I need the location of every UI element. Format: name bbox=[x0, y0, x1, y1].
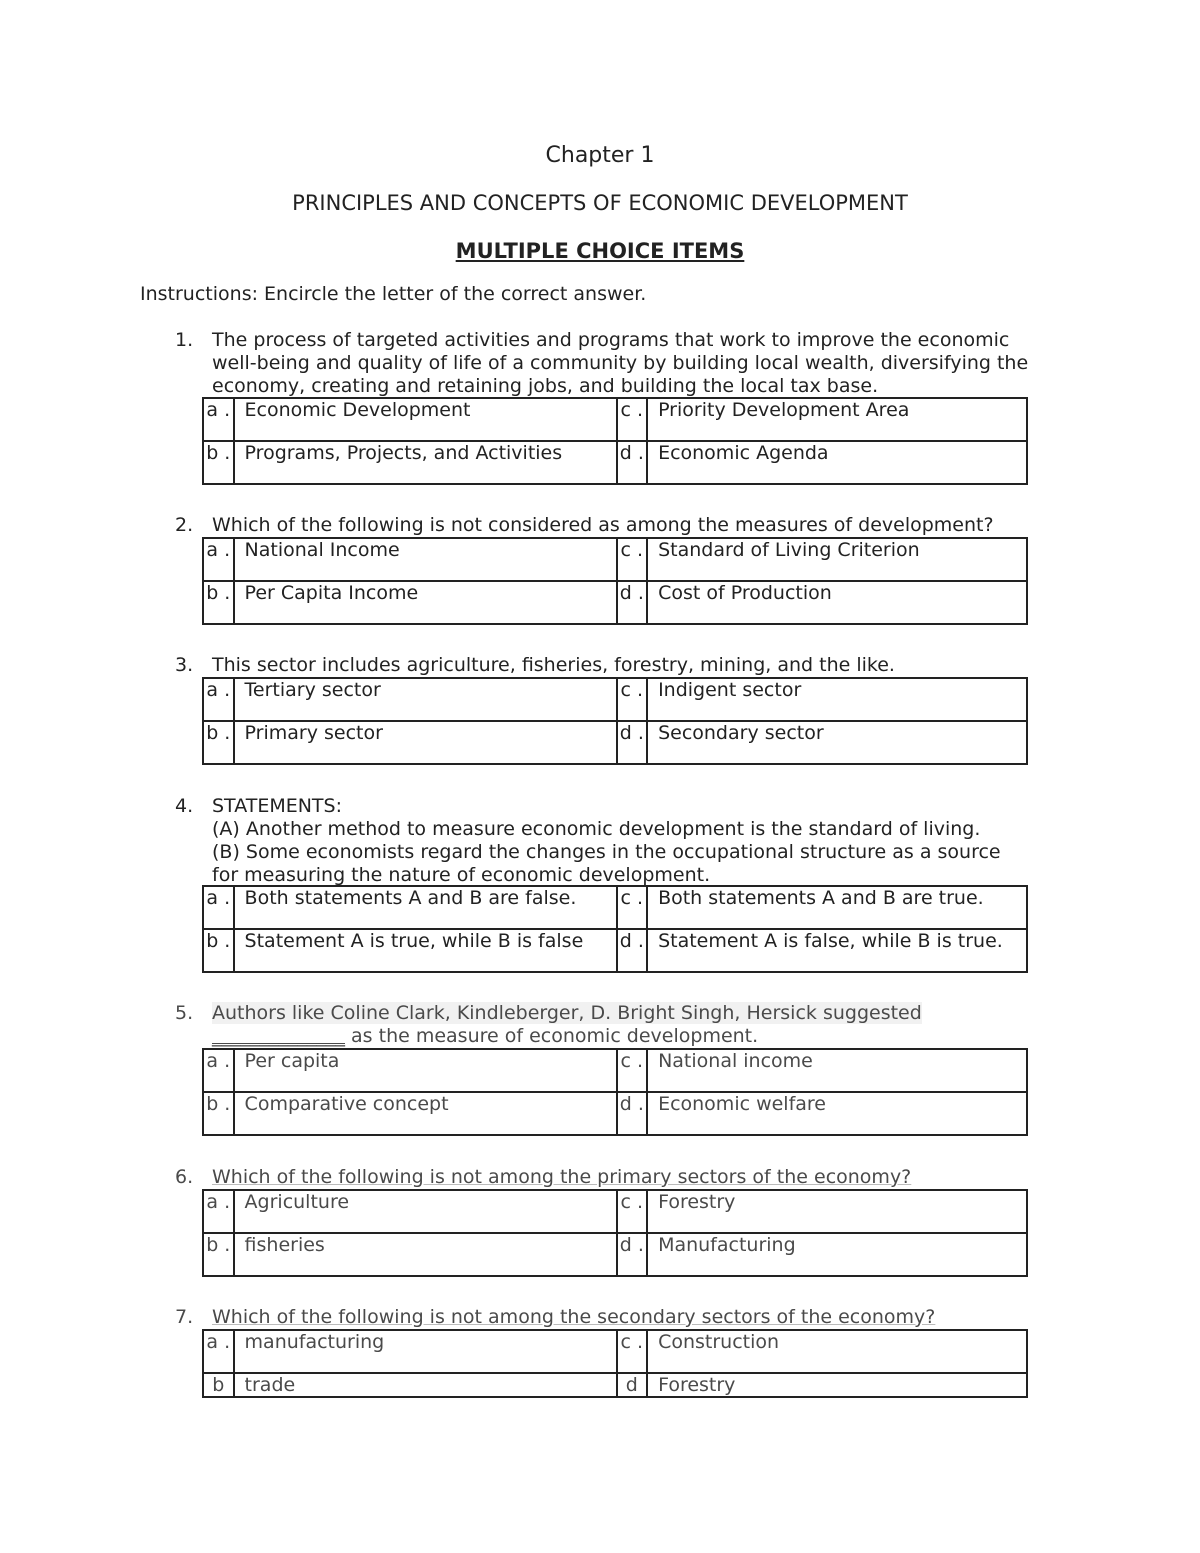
options-table bbox=[202, 1048, 1028, 1136]
question-number: 6. bbox=[175, 1166, 194, 1188]
question-text-line1: Authors like Coline Clark, Kindleberger, D. Bright Singh, Hersick suggested bbox=[212, 1002, 922, 1024]
question-text bbox=[212, 1166, 1072, 1189]
option-letter-c[interactable]: c . bbox=[617, 1049, 648, 1092]
option-letter-b[interactable]: b . bbox=[203, 441, 234, 484]
option-d[interactable]: Economic Agenda bbox=[647, 441, 1027, 484]
option-b[interactable]: Primary sector bbox=[234, 721, 617, 764]
question-text bbox=[212, 1002, 1072, 1048]
options-table bbox=[202, 537, 1028, 625]
question-text bbox=[212, 1306, 1072, 1329]
question-text-span: Which of the following is not among the primary sectors of the economy? bbox=[212, 1166, 912, 1188]
option-letter-a[interactable]: a . bbox=[203, 1190, 234, 1233]
question-number: 2. bbox=[175, 514, 194, 536]
option-c[interactable]: Indigent sector bbox=[647, 678, 1027, 721]
option-letter-d[interactable]: d . bbox=[617, 1233, 648, 1276]
options-table bbox=[202, 1329, 1028, 1398]
option-letter-c[interactable]: c . bbox=[617, 886, 648, 929]
option-letter-c[interactable]: c . bbox=[617, 1190, 648, 1233]
option-letter-b[interactable]: b . bbox=[203, 1233, 234, 1276]
option-b[interactable]: Per Capita Income bbox=[234, 581, 617, 624]
question-text-line2: as the measure of economic development. bbox=[345, 1025, 759, 1047]
options-table bbox=[202, 885, 1028, 973]
question-text: The process of targeted activities and programs that work to improve the economic well-being and quality of life of a community by building local wealth, diversifying the economy, creating and retaining jobs, and building the local tax base. bbox=[212, 329, 1029, 397]
option-letter-d[interactable]: d bbox=[617, 1373, 648, 1397]
question-text: Which of the following is not considered as among the measures of development? bbox=[212, 514, 994, 536]
instructions-text: Instructions: Encircle the letter of the correct answer. bbox=[140, 283, 647, 305]
option-b[interactable]: Statement A is true, while B is false bbox=[234, 929, 617, 972]
option-letter-c[interactable]: c . bbox=[617, 1330, 648, 1373]
document-subtitle: PRINCIPLES AND CONCEPTS OF ECONOMIC DEVELOPMENT bbox=[292, 191, 908, 215]
option-a[interactable]: National Income bbox=[234, 538, 617, 581]
option-b[interactable]: trade bbox=[234, 1373, 617, 1397]
option-letter-a[interactable]: a . bbox=[203, 886, 234, 929]
option-letter-b[interactable]: b . bbox=[203, 929, 234, 972]
answer-blank: ______________ bbox=[212, 1025, 345, 1047]
option-letter-b[interactable]: b . bbox=[203, 1092, 234, 1135]
option-letter-b[interactable]: b . bbox=[203, 721, 234, 764]
question-number: 3. bbox=[175, 654, 194, 676]
option-c[interactable]: Both statements A and B are true. bbox=[647, 886, 1027, 929]
question-text: This sector includes agriculture, fisheries, forestry, mining, and the like. bbox=[212, 654, 895, 676]
option-a[interactable]: Per capita bbox=[234, 1049, 617, 1092]
option-letter-a[interactable]: a . bbox=[203, 678, 234, 721]
option-d[interactable]: Cost of Production bbox=[647, 581, 1027, 624]
option-letter-a[interactable]: a . bbox=[203, 1049, 234, 1092]
options-table bbox=[202, 397, 1028, 485]
option-letter-d[interactable]: d . bbox=[617, 581, 648, 624]
option-c[interactable]: Standard of Living Criterion bbox=[647, 538, 1027, 581]
option-d[interactable]: Economic welfare bbox=[647, 1092, 1027, 1135]
option-a[interactable]: Agriculture bbox=[234, 1190, 617, 1233]
option-d[interactable]: Statement A is false, while B is true. bbox=[647, 929, 1027, 972]
question-number: 4. bbox=[175, 795, 194, 817]
question-number: 7. bbox=[175, 1306, 194, 1328]
option-letter-d[interactable]: d . bbox=[617, 929, 648, 972]
option-b[interactable]: Programs, Projects, and Activities bbox=[234, 441, 617, 484]
option-letter-c[interactable]: c . bbox=[617, 678, 648, 721]
option-letter-a[interactable]: a . bbox=[203, 398, 234, 441]
option-letter-b[interactable]: b . bbox=[203, 581, 234, 624]
option-c[interactable]: National income bbox=[647, 1049, 1027, 1092]
question-number: 5. bbox=[175, 1002, 194, 1024]
option-b[interactable]: Comparative concept bbox=[234, 1092, 617, 1135]
option-letter-a[interactable]: a . bbox=[203, 538, 234, 581]
question-text-span: Which of the following is not among the secondary sectors of the economy? bbox=[212, 1306, 936, 1328]
option-letter-d[interactable]: d . bbox=[617, 441, 648, 484]
option-d[interactable]: Forestry bbox=[647, 1373, 1027, 1397]
options-table bbox=[202, 677, 1028, 765]
option-letter-b[interactable]: b bbox=[203, 1373, 234, 1397]
option-d[interactable]: Secondary sector bbox=[647, 721, 1027, 764]
option-letter-c[interactable]: c . bbox=[617, 398, 648, 441]
option-b[interactable]: fisheries bbox=[234, 1233, 617, 1276]
option-letter-a[interactable]: a . bbox=[203, 1330, 234, 1373]
option-a[interactable]: manufacturing bbox=[234, 1330, 617, 1373]
question-number: 1. bbox=[175, 329, 194, 351]
option-c[interactable]: Construction bbox=[647, 1330, 1027, 1373]
chapter-heading: Chapter 1 bbox=[545, 143, 655, 168]
option-d[interactable]: Manufacturing bbox=[647, 1233, 1027, 1276]
option-letter-d[interactable]: d . bbox=[617, 721, 648, 764]
option-letter-d[interactable]: d . bbox=[617, 1092, 648, 1135]
option-a[interactable]: Tertiary sector bbox=[234, 678, 617, 721]
option-c[interactable]: Forestry bbox=[647, 1190, 1027, 1233]
option-letter-c[interactable]: c . bbox=[617, 538, 648, 581]
question-text: STATEMENTS: (A) Another method to measure economic development is the standard of living. (B) Some economists regard the changes in the occupational structure as a source for measuring the nature of economic development. bbox=[212, 795, 1001, 886]
option-c[interactable]: Priority Development Area bbox=[647, 398, 1027, 441]
option-a[interactable]: Economic Development bbox=[234, 398, 617, 441]
option-a[interactable]: Both statements A and B are false. bbox=[234, 886, 617, 929]
section-title: MULTIPLE CHOICE ITEMS bbox=[455, 239, 745, 263]
options-table bbox=[202, 1189, 1028, 1277]
